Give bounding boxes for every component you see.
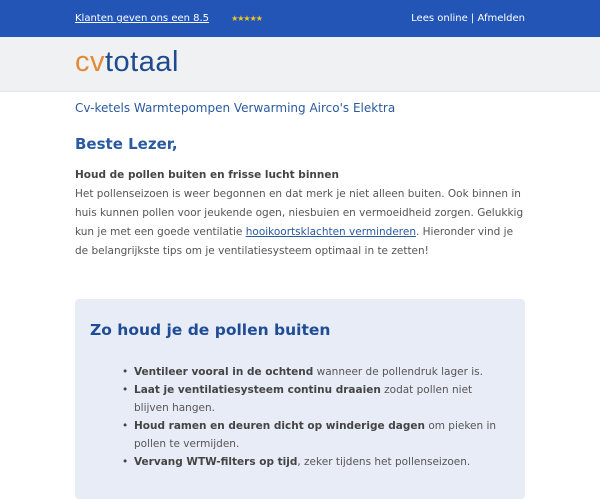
tips-title: Zo houd je de pollen buiten [90,321,331,339]
rating-stars-icon: ★★★★★ [231,14,262,23]
separator: | [467,13,478,24]
tip-text: om pieken in pollen te vermijden. [134,420,497,450]
unsubscribe-link[interactable]: Afmelden [477,13,525,24]
header [0,37,600,92]
intro-text-1: Het pollenseizoen is weer begonnen en dat merk je niet alleen buiten. Ook binnen in huis kunnen pollen voor jeukende ogen, niesbuien en vermoeidheid zorgen. Gelukkig kun je met een goede ventilatie [75,188,524,238]
intro-text [75,166,525,261]
list-item [120,453,510,471]
intro-heading: Houd de pollen buiten en frisse lucht binnen [75,169,339,181]
tips-list [90,363,510,471]
logo[interactable] [75,46,179,79]
tip-bold: Vervang WTW-filters op tijd [134,456,298,468]
tip-text: zodat pollen niet blijven hangen. [134,384,473,414]
categories: Cv-ketels Warmtepompen Verwarming Airco's Elektra [75,101,396,115]
logo-totaal: totaal [105,46,179,78]
read-online-link[interactable]: Lees online [411,13,468,24]
logo-cv: cv [75,46,105,78]
hayfever-link[interactable]: hooikoortsklachten verminderen [245,226,416,238]
greeting: Beste Lezer, [75,135,178,153]
list-item [120,363,510,381]
tips-box [75,299,525,499]
tip-text: , zeker tijdens het pollenseizoen. [297,456,471,468]
top-bar [0,0,600,37]
rating-link[interactable]: Klanten geven ons een 8.5 [75,13,210,24]
tip-text: wanneer de pollendruk lager is. [313,366,483,378]
list-item [120,381,510,417]
tip-bold: Ventileer vooral in de ochtend [134,366,314,378]
tip-bold: Houd ramen en deuren dicht op winderige dagen [134,420,425,432]
intro-text-2: . Hieronder vind je de belangrijkste tips om je ventilatiesysteem optimaal in te zetten! [75,226,514,257]
tip-bold: Laat je ventilatiesysteem continu draaien [134,384,381,396]
list-item [120,417,510,453]
